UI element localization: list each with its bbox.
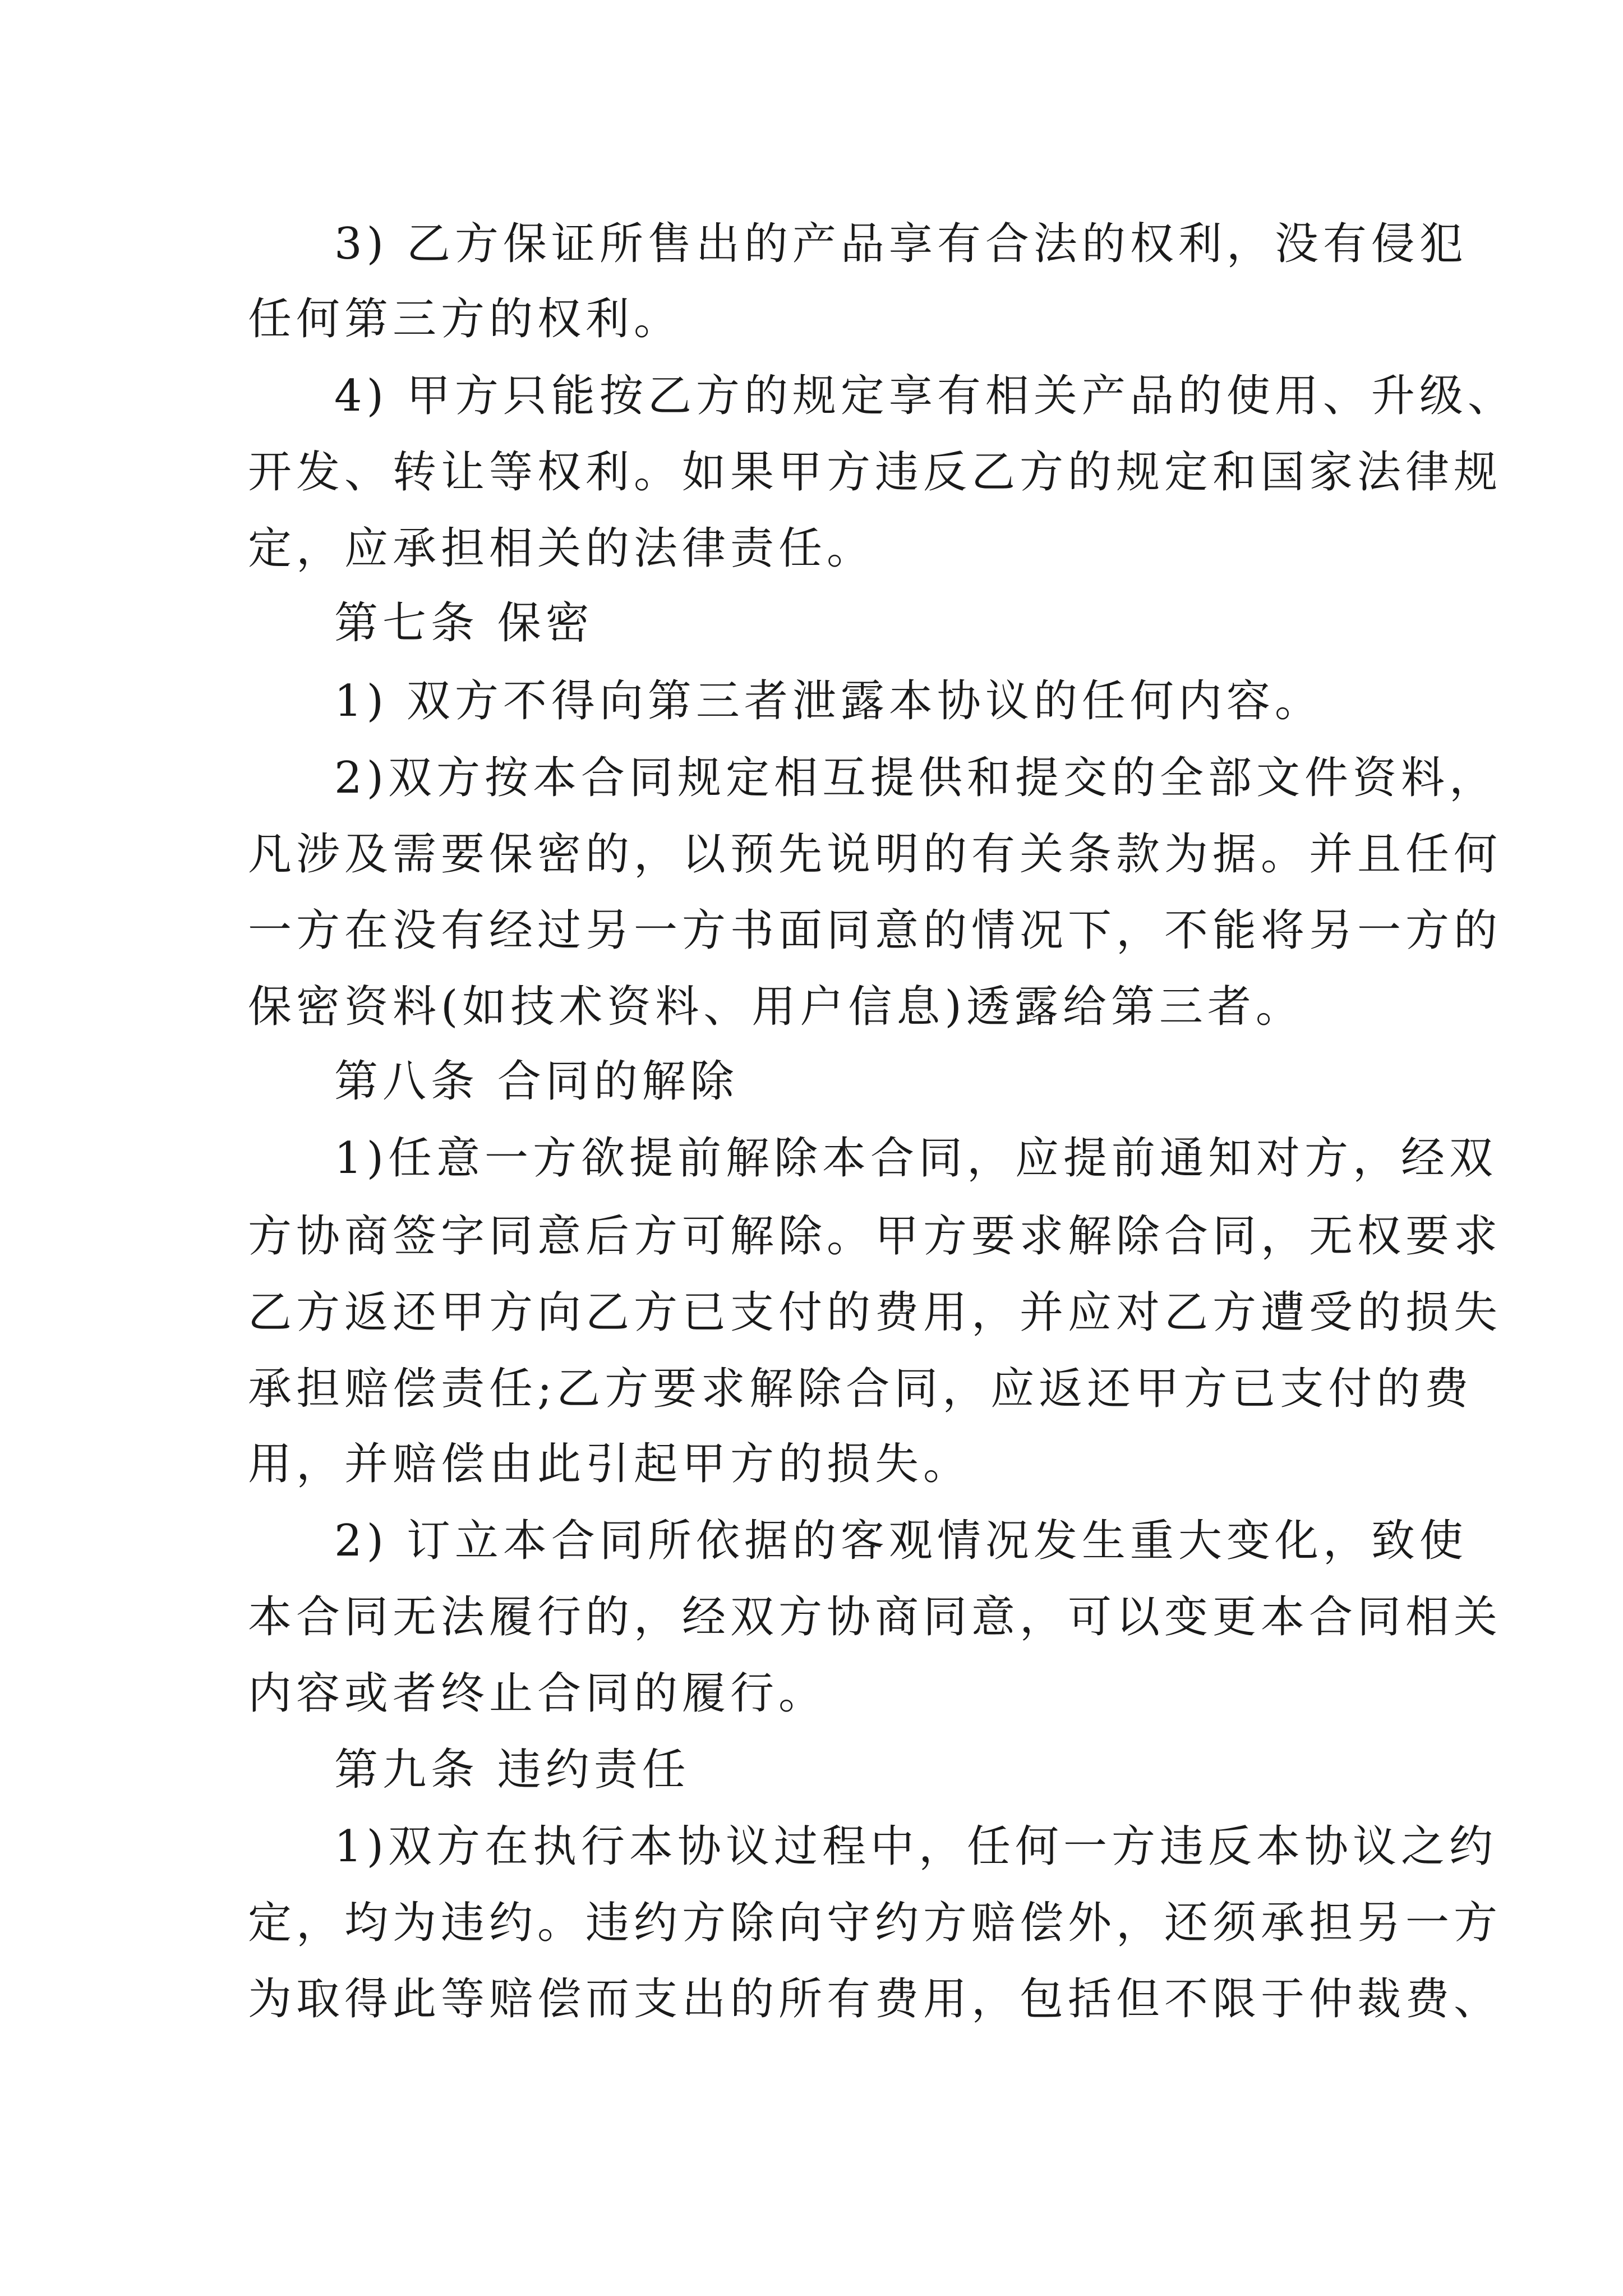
clause-8-item-1-line-3: 乙方返还甲方向乙方已支付的费用，并应对乙方遭受的损失	[248, 1287, 1502, 1338]
clause-6-item-4-line-2: 开发、转让等权利。如果甲方违反乙方的规定和国家法律规	[248, 447, 1502, 498]
clause-8-item-1-line-1: 1)任意一方欲提前解除本合同，应提前通知对方，经双	[334, 1133, 1498, 1184]
clause-7-item-2-line-3: 一方在没有经过另一方书面同意的情况下，不能将另一方的	[248, 905, 1502, 956]
clause-6-item-4-line-3: 定，应承担相关的法律责任。	[248, 523, 875, 574]
clause-6-item-3-line-2: 任何第三方的权利。	[248, 294, 683, 344]
clause-8-item-1-line-5: 用，并赔偿由此引起甲方的损失。	[248, 1439, 972, 1489]
clause-7-item-1-line-1: 1) 双方不得向第三者泄露本协议的任何内容。	[334, 676, 1323, 726]
clause-8-item-2-line-1: 2) 订立本合同所依据的客观情况发生重大变化，致使	[334, 1516, 1468, 1566]
clause-9-item-1-line-1: 1)双方在执行本协议过程中，任何一方违反本协议之约	[334, 1821, 1498, 1872]
clause-8-item-1-line-4: 承担赔偿责任;乙方要求解除合同，应返还甲方已支付的费	[248, 1364, 1473, 1414]
clause-8-heading: 第八条 合同的解除	[334, 1056, 739, 1107]
clause-7-item-2-line-1: 2)双方按本合同规定相互提供和提交的全部文件资料，	[334, 753, 1498, 803]
clause-9-heading: 第九条 违约责任	[334, 1745, 690, 1795]
clause-7-item-2-line-2: 凡涉及需要保密的，以预先说明的有关条款为据。并且任何	[248, 829, 1502, 880]
clause-6-item-3-line-1: 3) 乙方保证所售出的产品享有合法的权利，没有侵犯	[334, 219, 1468, 269]
clause-6-item-4-line-1: 4) 甲方只能按乙方的规定享有相关产品的使用、升级、	[334, 371, 1516, 421]
clause-9-item-1-line-2: 定，均为违约。违约方除向守约方赔偿外，还须承担另一方	[248, 1898, 1502, 1948]
clause-8-item-2-line-2: 本合同无法履行的，经双方协商同意，可以变更本合同相关	[248, 1592, 1502, 1642]
clause-7-item-2-line-4: 保密资料(如技术资料、用户信息)透露给第三者。	[248, 982, 1304, 1032]
clause-9-item-1-line-3: 为取得此等赔偿而支出的所有费用，包括但不限于仲裁费、	[248, 1974, 1502, 2024]
clause-8-item-1-line-2: 方协商签字同意后方可解除。甲方要求解除合同，无权要求	[248, 1211, 1502, 1262]
clause-7-heading: 第七条 保密	[334, 598, 594, 648]
clause-8-item-2-line-3: 内容或者终止合同的履行。	[248, 1668, 827, 1719]
